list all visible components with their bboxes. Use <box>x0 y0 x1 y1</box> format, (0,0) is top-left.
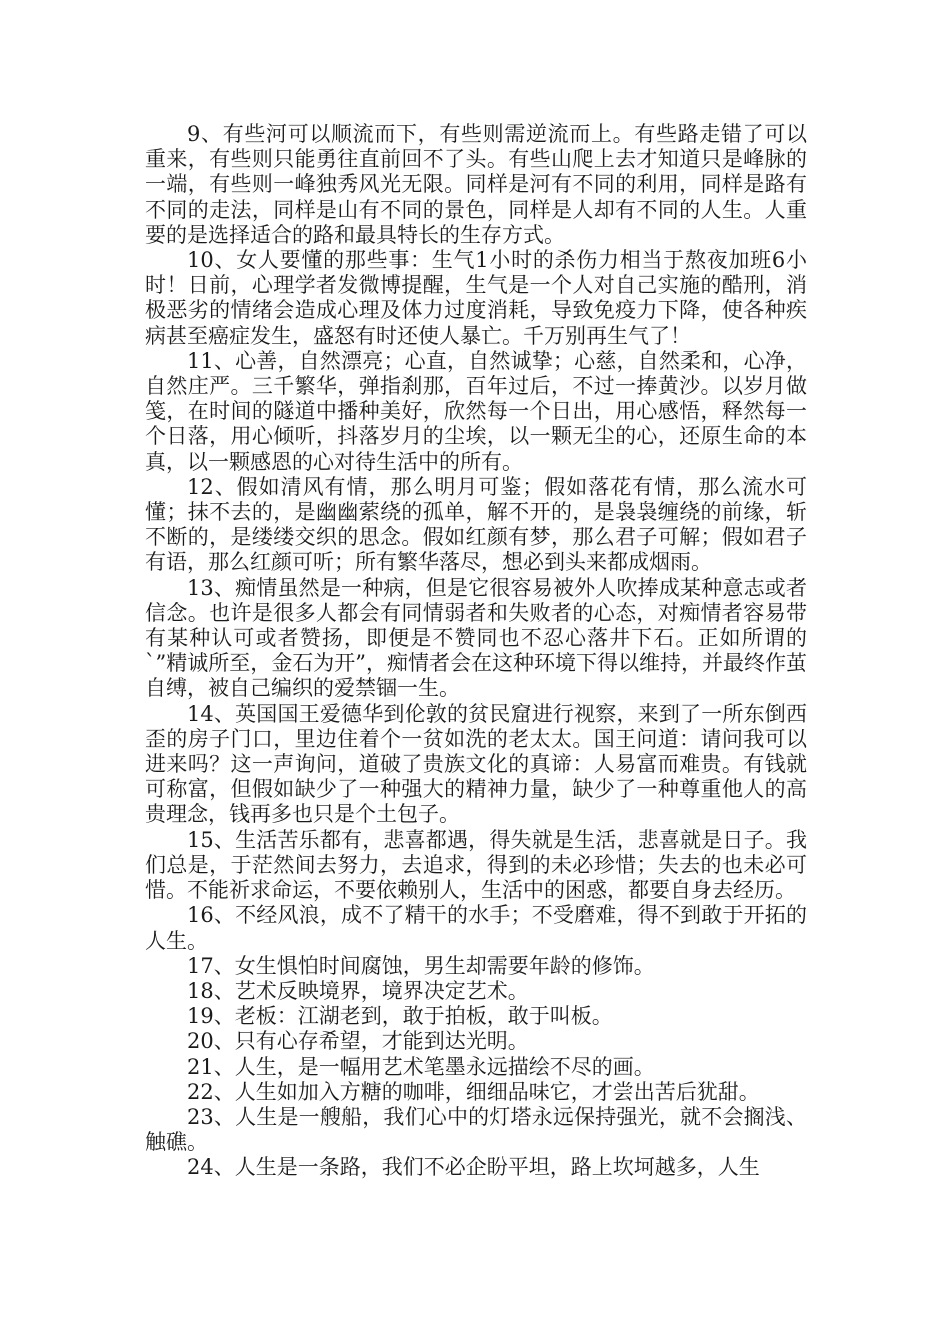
paragraph-21: 21、人生，是一幅用艺术笔墨永远描绘不尽的画。 <box>187 1054 655 1079</box>
paragraph-9: 9、有些河可以顺流而下，有些则需逆流而上。有些路走错了可以重来，有些则只能勇往直前回不了头。有些山爬上去才知道只是峰脉的一端，有些则一峰独秀风光无限。同样是河有不同的利用，同样是路有不同的走法，同样是山有不同的景色，同样是人却有不同的人生。人重要的是选择适合的路和最具特长的生存方式。 <box>145 122 807 247</box>
paragraph-20: 20、只有心存希望，才能到达光明。 <box>187 1029 529 1054</box>
paragraph-11: 11、心善，自然漂亮；心直，自然诚挚；心慈，自然柔和，心净，自然庄严。三千繁华，弹指刹那，百年过后，不过一捧黄沙。以岁月做笺，在时间的隧道中播种美好，欣然每一个日出，用心感悟，释然每一个日落，用心倾听，抖落岁月的尘埃，以一颗无尘的心，还原生命的本真，以一颗感恩的心对待生活中的所有。 <box>145 348 807 474</box>
paragraph-12: 12、假如清风有情，那么明月可鉴；假如落花有情，那么流水可懂；抹不去的，是幽幽萦绕的孤单，解不开的，是袅袅缠绕的前缘，斩不断的，是缕缕交织的思念。假如红颜有梦，那么君子可解；假如君子有语，那么红颜可听；所有繁华落尽，想必到头来都成烟雨。 <box>145 474 807 575</box>
paragraph-17: 17、女生惧怕时间腐蚀，男生却需要年龄的修饰。 <box>187 953 655 978</box>
paragraph-18: 18、艺术反映境界，境界决定艺术。 <box>187 978 529 1003</box>
paragraph-15: 15、生活苦乐都有，悲喜都遇，得失就是生活，悲喜就是日子。我们总是，于茫然间去努力，去追求，得到的未必珍惜；失去的也未必可惜。不能祈求命运，不要依赖别人，生活中的困惑，都要自身去经历。 <box>145 827 807 903</box>
paragraph-10: 10、女人要懂的那些事：生气1小时的杀伤力相当于熬夜加班6小时！日前，心理学者发微博提醒，生气是一个人对自己实施的酷刑，消极恶劣的情绪会造成心理及体力过度消耗，导致免疫力下降，使各种疾病甚至癌症发生，盛怒有时还使人暴亡。千万别再生气了！ <box>145 248 807 348</box>
paragraph-14: 14、英国国王爱德华到伦敦的贫民窟进行视察，来到了一所东倒西歪的房子门口，里边住着个一贫如洗的老太太。国王问道：请问我可以进来吗？这一声询问，道破了贵族文化的真谛：人易富而难贵。有钱就可称富，但假如缺少了一种强大的精神力量，缺少了一种尊重他人的高贵理念，钱再多也只是个土包子。 <box>145 701 807 827</box>
paragraph-16: 16、不经风浪，成不了精干的水手；不受磨难，得不到敢于开拓的人生。 <box>145 903 807 953</box>
document-body <box>145 122 807 1181</box>
paragraph-13: 13、痴情虽然是一种病，但是它很容易被外人吹捧成某种意志或者信念。也许是很多人都会有同情弱者和失败者的心态，对痴情者容易带有某种认可或者赞扬，即便是不赞同也不忍心落井下石。正如所谓的`”精诚所至，金石为开”，痴情者会在这种环境下得以维持，并最终作茧自缚，被自己编织的爱禁锢一生。 <box>145 575 807 701</box>
paragraph-19: 19、老板：江湖老到，敢于拍板，敢于叫板。 <box>187 1004 613 1029</box>
paragraph-22: 22、人生如加入方糖的咖啡，细细品味它，才尝出苦后犹甜。 <box>187 1079 760 1104</box>
paragraph-24: 24、人生是一条路，我们不必企盼平坦，路上坎坷越多，人生 <box>187 1155 760 1180</box>
paragraph-23: 23、人生是一艘船，我们心中的灯塔永远保持强光，就不会搁浅、触礁。 <box>145 1104 807 1155</box>
